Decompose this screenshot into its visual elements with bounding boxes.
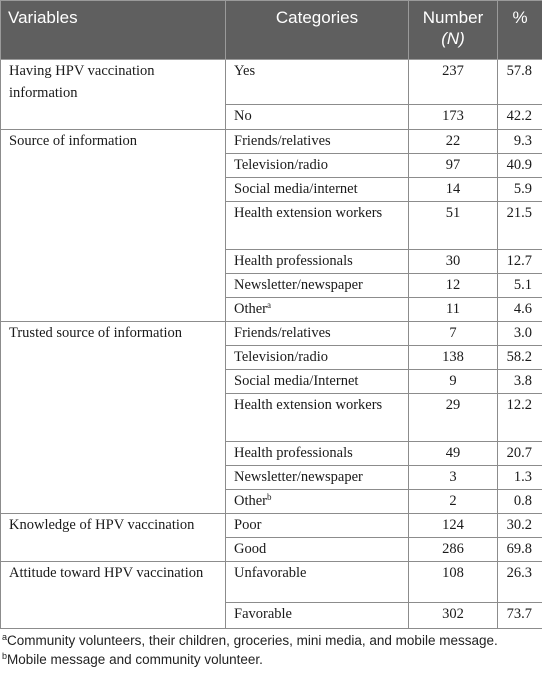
number-cell: 11 [409,297,498,321]
number-cell: 22 [409,129,498,153]
category-label: Television/radio [234,348,329,365]
percent-cell: 4.6 [498,297,542,321]
number-cell: 3 [409,465,498,489]
table-row [1,345,542,369]
number-cell: 97 [409,153,498,177]
percent-cell: 1.3 [498,465,542,489]
category-cell [226,345,409,369]
variable-cell [1,369,226,393]
footnote-b [0,650,536,669]
category-label: Health extension workers [234,396,383,413]
footnote-marker: a [267,299,272,310]
variable-cell [1,441,226,465]
number-cell: 124 [409,513,498,537]
table-row [1,393,542,441]
number-cell: 138 [409,345,498,369]
variable-cell [1,273,226,297]
category-label: Friends/relatives [234,324,331,341]
category-cell [226,465,409,489]
number-cell: 12 [409,273,498,297]
number-cell: 7 [409,321,498,345]
category-label: Television/radio [234,156,329,173]
table-row [1,321,542,345]
footnote-b-mark: b [2,651,8,661]
variable-cell: Attitude toward HPV vaccination [1,561,226,602]
variable-cell [1,489,226,513]
category-cell [226,273,409,297]
variable-cell: Source of information [1,129,226,153]
category-label: Poor [234,516,262,533]
category-label: Other [234,492,268,509]
table-body [1,60,542,629]
table-row [1,129,542,153]
header-percent: % [498,1,542,60]
category-cell [226,129,409,153]
variable-cell: Trusted source of information [1,321,226,345]
percent-cell: 0.8 [498,489,542,513]
percent-cell: 40.9 [498,153,542,177]
number-cell: 30 [409,249,498,273]
header-categories: Categories [226,1,409,60]
variable-cell [1,249,226,273]
table-row [1,561,542,602]
percent-cell: 9.3 [498,129,542,153]
category-label: Friends/relatives [234,132,331,149]
variable-cell [1,177,226,201]
table-row [1,465,542,489]
number-cell: 9 [409,369,498,393]
footnote-a-mark: a [2,632,8,642]
table-row [1,602,542,628]
percent-cell: 69.8 [498,537,542,561]
footnote-a [0,631,536,650]
table-row [1,104,542,129]
number-cell: 29 [409,393,498,441]
category-label: Health extension workers [234,204,383,221]
percent-cell: 58.2 [498,345,542,369]
category-label: Social media/Internet [234,372,359,389]
category-cell [226,321,409,345]
table-row [1,249,542,273]
category-cell [226,393,409,441]
category-label: Other [234,300,268,317]
percent-cell: 12.7 [498,249,542,273]
percent-cell: 3.8 [498,369,542,393]
category-cell [226,602,409,628]
percent-cell: 57.8 [498,60,542,105]
category-label: Newsletter/newspaper [234,468,363,485]
percent-cell: 26.3 [498,561,542,602]
table-row [1,297,542,321]
number-cell: 2 [409,489,498,513]
category-cell [226,297,409,321]
category-cell [226,441,409,465]
percent-cell: 20.7 [498,441,542,465]
category-cell [226,537,409,561]
footnote-a-text: Community volunteers, their children, groceries, mini media, and mobile message. [7,633,498,648]
number-cell: 302 [409,602,498,628]
category-label: No [234,107,252,124]
table-row [1,177,542,201]
table-row [1,369,542,393]
number-cell: 51 [409,201,498,249]
percent-cell: 30.2 [498,513,542,537]
table-row [1,537,542,561]
footnote-marker: b [267,491,272,502]
category-label: Unfavorable [234,564,307,581]
footnotes [0,631,536,669]
header-number [409,1,498,60]
variable-cell [1,537,226,561]
category-cell [226,177,409,201]
number-cell: 49 [409,441,498,465]
number-cell: 173 [409,104,498,129]
variable-cell: Having HPV vaccination information [1,60,226,105]
variable-cell [1,153,226,177]
table-row [1,489,542,513]
table-row [1,273,542,297]
percent-cell: 12.2 [498,393,542,441]
variable-cell [1,297,226,321]
percent-cell: 3.0 [498,321,542,345]
category-cell [226,104,409,129]
category-cell [226,489,409,513]
header-row [1,1,542,60]
variable-cell [1,104,226,129]
category-label: Health professionals [234,444,353,461]
table-row [1,153,542,177]
number-cell: 14 [409,177,498,201]
number-cell: 237 [409,60,498,105]
variable-cell [1,345,226,369]
header-variables: Variables [1,1,226,60]
category-label: Health professionals [234,252,353,269]
header-number-label: Number [422,8,484,27]
percent-cell: 42.2 [498,104,542,129]
category-cell [226,60,409,105]
table-row [1,60,542,105]
category-cell [226,201,409,249]
percent-cell: 73.7 [498,602,542,628]
variable-cell [1,602,226,628]
variable-cell [1,465,226,489]
percent-cell: 5.1 [498,273,542,297]
category-label: Social media/internet [234,180,358,197]
number-cell: 286 [409,537,498,561]
category-label: Yes [234,63,256,79]
percent-cell: 5.9 [498,177,542,201]
category-cell [226,249,409,273]
category-cell [226,369,409,393]
variable-cell: Knowledge of HPV vaccination [1,513,226,537]
category-label: Newsletter/newspaper [234,276,363,293]
category-cell [226,153,409,177]
category-label: Good [234,540,267,557]
footnote-b-text: Mobile message and community volunteer. [7,652,263,667]
category-cell [226,513,409,537]
variable-cell [1,201,226,249]
percent-cell: 21.5 [498,201,542,249]
table-row [1,441,542,465]
table-row [1,513,542,537]
header-number-unit: (N) [441,29,465,48]
category-label: Favorable [234,605,292,622]
category-cell [226,561,409,602]
number-cell: 108 [409,561,498,602]
variable-cell [1,393,226,441]
table-row [1,201,542,249]
